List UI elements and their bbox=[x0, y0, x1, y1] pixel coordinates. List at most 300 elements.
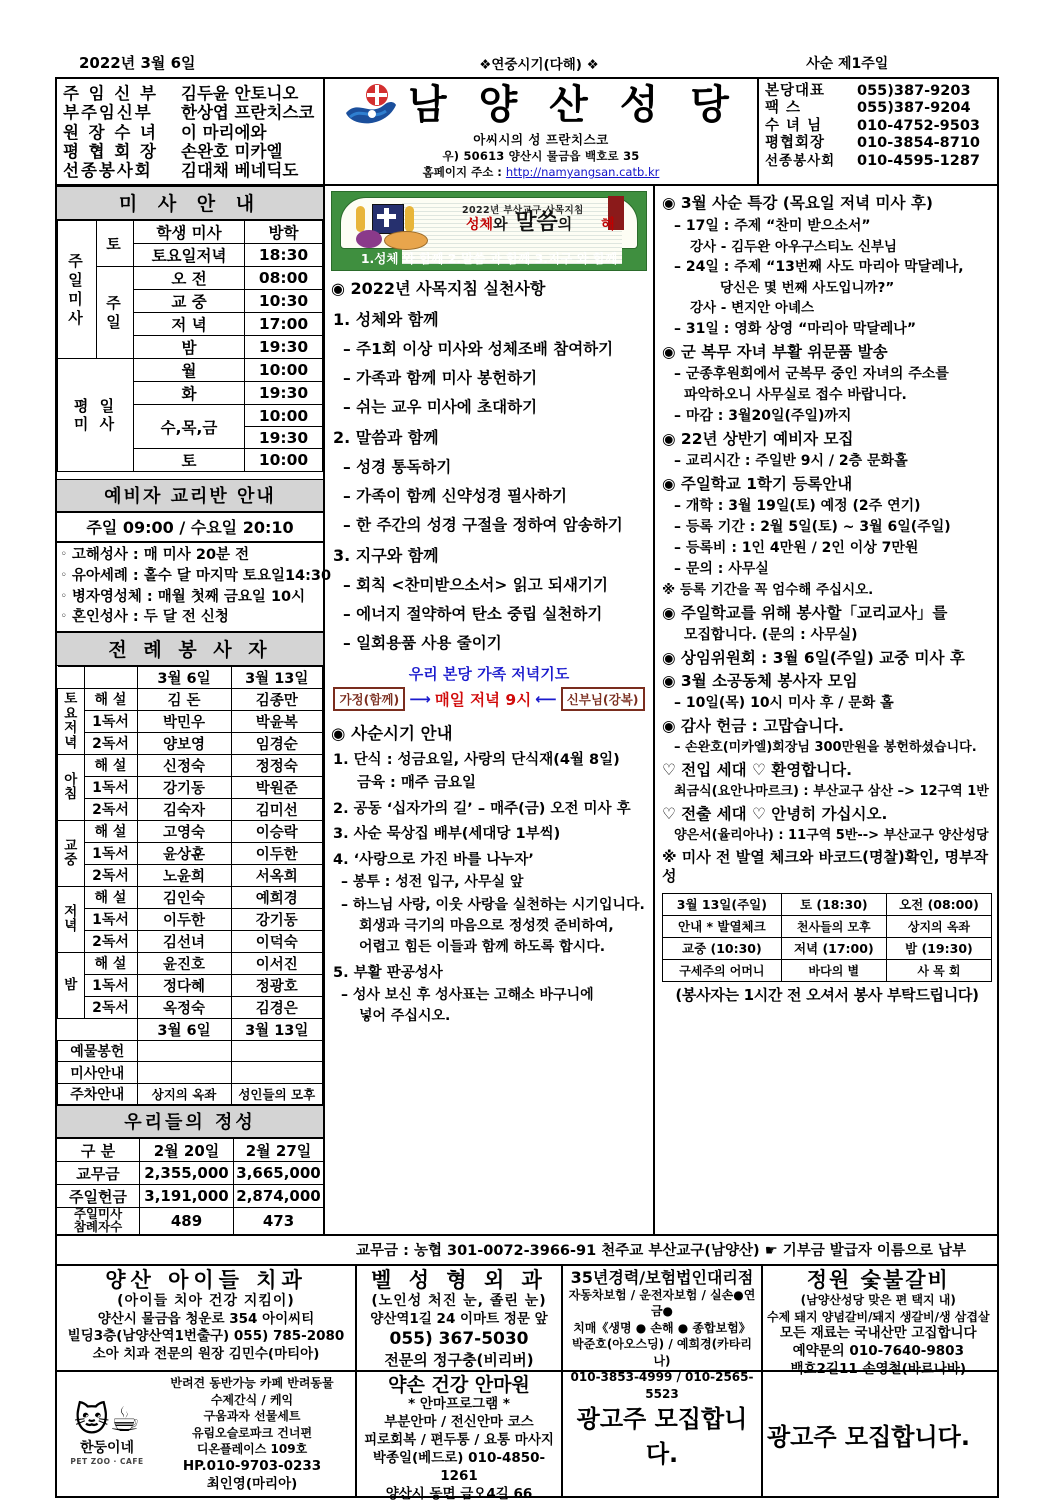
table-row bbox=[57, 1185, 323, 1208]
cross-icon bbox=[377, 214, 396, 219]
staff-row bbox=[63, 84, 319, 103]
mass-time: 19:30 bbox=[245, 382, 323, 405]
role: 1독서 bbox=[84, 974, 137, 996]
role: 해 설 bbox=[84, 886, 137, 908]
catechism-time: 주일 09:00 / 수요일 20:10 bbox=[57, 512, 323, 543]
left-column bbox=[57, 186, 332, 1235]
notice-line: – 마감 : 3월20일(주일)까지 bbox=[674, 408, 852, 424]
notice-heading: ◉ 상임위원회 : 3월 6일(주일) 교중 미사 후 bbox=[662, 649, 965, 667]
staff-name: 한상엽 프란치스코 bbox=[181, 103, 315, 123]
notice-line: 최금식(요안나마르크) : 부산교구 삼산 –> 12구역 1반 bbox=[674, 784, 989, 800]
church-address: 우) 50613 양산시 물금읍 백호로 35 bbox=[442, 149, 640, 163]
contact-row bbox=[765, 153, 993, 170]
offering-value: 473 bbox=[234, 1208, 324, 1234]
server-name: 이두한 bbox=[231, 842, 323, 864]
staff-name: 손완호 미카엘 bbox=[181, 141, 283, 161]
prayer-left-box: 가정(함께) bbox=[333, 687, 405, 711]
contact-value: 010-4752-9503 bbox=[857, 117, 981, 134]
extra-b bbox=[231, 1040, 323, 1062]
practice-item: – 회칙 <찬미받으소서> 읽고 되새기기 bbox=[343, 576, 608, 595]
duty-cell: 바다의 별 bbox=[781, 959, 886, 981]
mass-name: 수,목,금 bbox=[134, 405, 245, 449]
masthead bbox=[55, 77, 999, 186]
notice-heading: ◉ 3월 소공동체 봉사자 모임 bbox=[662, 672, 858, 691]
duty-cell: 사 목 회 bbox=[886, 959, 991, 981]
ad-massage[interactable] bbox=[357, 1372, 563, 1502]
table-row bbox=[58, 952, 323, 974]
lent-dash: – 성사 보신 후 성사표는 고해소 바구니에 bbox=[341, 987, 594, 1004]
contact-label: 선종봉사회 bbox=[765, 152, 836, 169]
server-name: 김숙자 bbox=[137, 798, 231, 820]
table-row bbox=[58, 221, 323, 244]
arrow-right-icon: ⟶ bbox=[409, 690, 431, 709]
ad-line: 양산역1길 24 이마트 정문 앞 bbox=[370, 1310, 548, 1327]
notice-heading: ♡ 전출 세대 ♡ 안녕히 가십시오. bbox=[662, 804, 888, 823]
table-row bbox=[663, 959, 992, 981]
servers-table bbox=[57, 666, 323, 1106]
mass-name: 토요일저녁 bbox=[134, 244, 245, 267]
contact-row bbox=[765, 135, 993, 152]
ad-line: 모든 재료는 국내산만 고집합니다 bbox=[779, 1325, 977, 1342]
servers-date-2: 3월 13일 bbox=[231, 1018, 323, 1040]
mass-time: 17:00 bbox=[245, 313, 323, 336]
duty-cell: 저녁 (17:00) bbox=[781, 937, 886, 959]
notice-line: – 교리시간 : 주일반 9시 / 2층 문화홀 bbox=[674, 453, 908, 470]
server-name: 김선녀 bbox=[137, 930, 231, 952]
staff-name: 이 마리에와 bbox=[181, 122, 267, 142]
contact-label: 수 녀 님 bbox=[765, 117, 823, 134]
group-label: 밤 bbox=[58, 952, 85, 1018]
ad-line: 박종일(베드로) 010-4850-1261 bbox=[372, 1449, 546, 1484]
server-name: 윤상훈 bbox=[137, 842, 231, 864]
notice-line: 양은서(율리아나) : 11구역 5반--> 부산교구 양산성당 bbox=[674, 828, 989, 844]
mass-time: 08:00 bbox=[245, 267, 323, 290]
mass-name: 교 중 bbox=[134, 290, 245, 313]
role: 2독서 bbox=[84, 930, 137, 952]
ad-available-2[interactable] bbox=[763, 1372, 974, 1496]
server-name: 김인숙 bbox=[137, 886, 231, 908]
pet-cafe-logo bbox=[61, 1399, 153, 1466]
servers-date-1: 3월 6일 bbox=[137, 1018, 231, 1040]
contact-value: 010-3854-8710 bbox=[857, 135, 981, 152]
mass-name: 밤 bbox=[134, 336, 245, 359]
staff-role: 선종봉사회 bbox=[63, 161, 153, 181]
notice-line: – 문의 : 사무실 bbox=[674, 561, 769, 578]
notice-heading: ◉ 군 복무 자녀 부활 위문품 발송 bbox=[662, 342, 888, 361]
banner-title: 성체와 말씀의 해 bbox=[466, 210, 615, 236]
top-strip bbox=[55, 52, 999, 77]
middle-column bbox=[325, 186, 655, 1233]
server-name: 옥정숙 bbox=[137, 996, 231, 1018]
ad-line: 최인영(마리아) bbox=[206, 1475, 298, 1492]
bulletin-body bbox=[55, 186, 999, 1235]
staff-row bbox=[63, 161, 319, 180]
homepage-url[interactable]: http://namyangsan.catb.kr bbox=[505, 165, 660, 179]
table-row bbox=[58, 710, 323, 732]
ad-line: 자동차보험 / 운전자보험 / 실손●연금● bbox=[568, 1287, 756, 1319]
notice-line: 파악하오니 사무실로 접수 바랍니다. bbox=[684, 386, 907, 403]
mass-time: 19:30 bbox=[245, 427, 323, 449]
duty-cell: 천사들의 모후 bbox=[781, 915, 886, 937]
bank-info: 교무금 : 농협 301-0072-3966-91 천주교 부산교구(남양산) ☛ 기부금 발급자 이름으로 납부 bbox=[356, 1242, 966, 1259]
group-label: 교 중 bbox=[58, 820, 85, 886]
table-row bbox=[58, 886, 323, 908]
table-row bbox=[57, 1139, 323, 1162]
sunday-mass-label: 주 일 미 사 bbox=[58, 221, 97, 359]
server-name: 이두한 bbox=[137, 908, 231, 930]
contact-value: 055)387-9204 bbox=[857, 100, 971, 117]
duty-table bbox=[662, 893, 992, 982]
practice-item: – 가족이 함께 신약성경 필사하기 bbox=[343, 487, 567, 506]
mass-time: 10:00 bbox=[245, 359, 323, 382]
offering-label: 교무금 bbox=[57, 1162, 140, 1185]
table-row bbox=[58, 820, 323, 842]
server-name: 임경순 bbox=[231, 732, 323, 754]
ad-row-2 bbox=[57, 1370, 997, 1502]
lent-cont: 어렵고 힘든 이들과 함께 하도록 합시다. bbox=[359, 939, 606, 956]
server-name: 김종만 bbox=[231, 688, 323, 710]
mass-schedule-title: 미 사 안 내 bbox=[57, 186, 323, 220]
offering-value: 3,665,000 bbox=[234, 1162, 324, 1185]
banner-subtitle: 2022년 부산교구 사목지침 bbox=[462, 205, 584, 217]
mass-name: 화 bbox=[134, 382, 245, 405]
role: 2독서 bbox=[84, 798, 137, 820]
table-row bbox=[663, 915, 992, 937]
server-name: 서옥희 bbox=[231, 864, 323, 886]
offering-value: 489 bbox=[140, 1208, 234, 1234]
ad-line: 010-3853-4999 / 010-2565-5523 bbox=[570, 1370, 754, 1401]
role: 2독서 bbox=[84, 732, 137, 754]
server-name: 박윤복 bbox=[231, 710, 323, 732]
role: 해 설 bbox=[84, 820, 137, 842]
practice-group-title: 1. 성체와 함께 bbox=[333, 310, 439, 330]
ad-insurance[interactable] bbox=[563, 1266, 763, 1401]
notice-line: – 31일 : 영화 상영 “마리아 막달레나” bbox=[674, 320, 917, 337]
notice-heading: ◉ 감사 헌금 : 고맙습니다. bbox=[662, 717, 844, 736]
server-name: 노윤희 bbox=[137, 864, 231, 886]
notice-line: 강사 - 변지안 아녜스 bbox=[690, 300, 815, 317]
duty-cell: 3월 13일(주일) bbox=[663, 893, 782, 915]
logo-name: 한둥이네 bbox=[79, 1439, 135, 1456]
role: 해 설 bbox=[84, 754, 137, 776]
table-row bbox=[57, 1162, 323, 1185]
table-row bbox=[58, 1018, 323, 1040]
list-item: ◦ 유아세례 : 홀수 달 마지막 토요일14:30 bbox=[61, 568, 332, 585]
server-name: 예희경 bbox=[231, 886, 323, 908]
ad-subtitle: (아이들 치아 건강 지킴이) bbox=[117, 1293, 295, 1310]
notice-line: – 손완호(미카엘)회장님 300만원을 봉헌하셨습니다. bbox=[674, 740, 977, 756]
group-label: 저 녁 bbox=[58, 886, 85, 952]
notice-line: – 등록 기간 : 2월 5일(토) ~ 3월 6일(주일) bbox=[674, 519, 951, 536]
arrow-left-icon: ⟵ bbox=[535, 690, 557, 709]
ad-line: 부분안마 / 전신안마 코스 bbox=[384, 1414, 534, 1431]
table-row bbox=[58, 974, 323, 996]
table-row bbox=[58, 666, 323, 688]
ad-line: 피로회복 / 편두통 / 요통 마사지 bbox=[364, 1431, 554, 1448]
ad-line: 수제간식 / 케익 bbox=[210, 1392, 294, 1407]
server-name: 김 돈 bbox=[137, 688, 231, 710]
table-row bbox=[663, 893, 992, 915]
ad-line: 박준호(아오스딩) / 예희경(카타리나) bbox=[572, 1337, 752, 1368]
ad-line: 치매《생명 ● 손해 ● 종합보험》 bbox=[573, 1320, 751, 1335]
notice-line: – 10일(목) 10시 미사 후 / 문화 홀 bbox=[674, 695, 894, 712]
table-row bbox=[58, 754, 323, 776]
mass-name: 월 bbox=[134, 359, 245, 382]
duty-cell: 상지의 옥좌 bbox=[886, 915, 991, 937]
server-name: 고영숙 bbox=[137, 820, 231, 842]
role: 해 설 bbox=[84, 952, 137, 974]
ad-line: 빌딩3층(남양산역1번출구) 055) 785-2080 bbox=[67, 1328, 345, 1345]
contact-list bbox=[759, 79, 997, 184]
list-item: ◦ 병자영성체 : 매월 첫째 금요일 10시 bbox=[61, 588, 306, 605]
lent-item: 1. 단식 : 성금요일, 사랑의 단식재(4월 8일) bbox=[333, 752, 620, 769]
notice-line: – 24일 : 주제 “13번째 사도 마리아 막달레나, bbox=[674, 259, 964, 276]
ad-title: 광고주 모집합니다. bbox=[767, 1422, 970, 1451]
mass-name: 저 녁 bbox=[134, 313, 245, 336]
server-name: 김경은 bbox=[231, 996, 323, 1018]
ad-title: 35년경력/보험법인대리점 bbox=[570, 1267, 754, 1287]
staff-row bbox=[63, 123, 319, 142]
practice-item: – 주1회 이상 미사와 성체조배 참여하기 bbox=[343, 340, 614, 359]
lent-cont: 회생과 극기의 마음으로 정성껏 준비하여, bbox=[359, 917, 614, 934]
church-identity bbox=[325, 79, 759, 184]
wheat-icon bbox=[356, 206, 365, 232]
ad-title: 양산 아이들 치과 bbox=[105, 1267, 307, 1292]
sunday-label: 주 일 bbox=[97, 267, 134, 359]
server-name: 이덕숙 bbox=[231, 930, 323, 952]
table-row bbox=[58, 842, 323, 864]
advertisements bbox=[55, 1266, 999, 1502]
ad-line: HP.010-9703-0233 bbox=[182, 1457, 322, 1474]
table-row bbox=[58, 732, 323, 754]
lent-item: 2. 공동 ‘십자가의 길’ – 매주(금) 오전 미사 후 bbox=[333, 800, 631, 817]
homepage-label: 홈페이지 주소 : bbox=[422, 165, 502, 179]
ad-pet-cafe[interactable] bbox=[57, 1372, 357, 1496]
church-name: 남 양 산 성 당 bbox=[408, 82, 738, 128]
servers-date-1: 3월 6일 bbox=[137, 666, 231, 688]
duty-cell: 교중 (10:30) bbox=[663, 937, 782, 959]
notice-line: 당신은 몇 번째 사도입니까?” bbox=[720, 280, 895, 297]
patron-saint: 아씨시의 성 프란치스코 bbox=[473, 132, 609, 147]
weekday-mass-label: 평 일 미 사 bbox=[58, 359, 134, 472]
prayer-right-box: 신부님(강복) bbox=[561, 687, 645, 711]
table-row bbox=[58, 1083, 323, 1105]
group-label: 토 요 저 녁 bbox=[58, 688, 85, 754]
duty-cell: 토 (18:30) bbox=[781, 893, 886, 915]
practice-item: – 한 주간의 성경 구절을 정하여 암송하기 bbox=[343, 516, 623, 535]
extra-a bbox=[137, 1040, 231, 1062]
catechism-title: 예비자 교리반 안내 bbox=[57, 479, 323, 512]
ad-title: 광고주 모집합니다. bbox=[576, 1405, 748, 1469]
mass-time: 10:00 bbox=[245, 449, 323, 472]
offering-table bbox=[57, 1138, 323, 1234]
ad-line: 디온플레이스 109호 bbox=[196, 1442, 308, 1457]
ad-line: 백호2길11 손영철(바르나바) bbox=[790, 1361, 967, 1378]
lent-dash: – 하느님 사랑, 이웃 사랑을 실천하는 시기입니다. bbox=[341, 896, 645, 913]
mass-name: 토 bbox=[134, 449, 245, 472]
server-name: 박원준 bbox=[231, 776, 323, 798]
staff-name: 김대채 베네딕도 bbox=[181, 161, 299, 181]
notice-heading: ◉ 주일학교 1학기 등록안내 bbox=[662, 475, 853, 494]
lent-subitem: 금육 : 매주 금요일 bbox=[357, 775, 476, 792]
role: 2독서 bbox=[84, 864, 137, 886]
table-row bbox=[58, 776, 323, 798]
catechism-items bbox=[57, 543, 332, 630]
role: 1독서 bbox=[84, 908, 137, 930]
bank-strip bbox=[55, 1236, 999, 1266]
lent-item: 4. ‘사랑으로 가진 바를 나누자’ bbox=[333, 851, 534, 868]
staff-role: 주 임 신 부 bbox=[63, 84, 158, 103]
lent-item: 5. 부활 판공성사 bbox=[333, 964, 443, 981]
servers-title: 전 례 봉 사 자 bbox=[57, 631, 323, 666]
banner-footer: 1.성체 와 함께 2.말씀 과 함께 3.지구 와 함께 bbox=[360, 251, 618, 267]
server-name: 양보영 bbox=[137, 732, 231, 754]
ad-available-1[interactable] bbox=[563, 1372, 763, 1496]
offering-label: 주일미사 참례자수 bbox=[57, 1208, 140, 1234]
practice-item: – 성경 통독하기 bbox=[343, 458, 452, 477]
ad-dental[interactable] bbox=[57, 1266, 357, 1370]
mass-name: 학생 미사 bbox=[134, 221, 245, 244]
pastoral-year-banner bbox=[331, 191, 647, 271]
staff-name: 김두윤 안토니오 bbox=[181, 84, 299, 103]
offering-head-b: 2월 27일 bbox=[234, 1139, 324, 1162]
lent-cont: 넣어 주십시오. bbox=[359, 1008, 451, 1025]
contact-value: 010-4595-1287 bbox=[857, 152, 981, 169]
mass-time: 10:30 bbox=[245, 290, 323, 313]
ad-line: 양산시 동면 금오4길 66 bbox=[385, 1485, 533, 1502]
practice-item: – 쉬는 교우 미사에 초대하기 bbox=[343, 398, 538, 417]
mass-time: 방학 bbox=[245, 221, 323, 244]
role: 해 설 bbox=[84, 688, 137, 710]
contact-label: 평협회장 bbox=[765, 135, 826, 152]
table-row bbox=[58, 908, 323, 930]
mass-schedule-table bbox=[57, 220, 323, 472]
staff-role: 부주임신부 bbox=[63, 103, 153, 123]
extra-role: 주차안내 bbox=[58, 1083, 138, 1105]
server-name: 정다혜 bbox=[137, 974, 231, 996]
lent-dash: – 봉투 : 성전 입구, 사무실 앞 bbox=[341, 874, 524, 891]
table-row bbox=[663, 937, 992, 959]
offering-value: 2,874,000 bbox=[234, 1185, 324, 1208]
server-name: 정광호 bbox=[231, 974, 323, 996]
notice-line: – 17일 : 주제 “찬미 받으소서” bbox=[674, 217, 871, 234]
extra-a: 상지의 옥좌 bbox=[137, 1083, 231, 1105]
ad-bbq[interactable] bbox=[763, 1266, 994, 1378]
duty-footer: (봉사자는 1시간 전 오셔서 봉사 부탁드립니다) bbox=[675, 985, 979, 1004]
table-row bbox=[58, 1062, 323, 1084]
table-row bbox=[58, 359, 323, 382]
ad-subtitle: (남양산성당 맞은 편 택지 내) bbox=[800, 1293, 956, 1308]
table-row bbox=[58, 267, 323, 290]
practice-heading: ◉ 2022년 사목지침 실천사항 bbox=[331, 279, 546, 299]
notice-heading: ♡ 전입 세대 ♡ 환영합니다. bbox=[662, 761, 853, 780]
group-label: 아 침 bbox=[58, 754, 85, 820]
extra-a bbox=[137, 1062, 231, 1084]
right-column bbox=[655, 186, 997, 1233]
duty-cell: 밤 (19:30) bbox=[886, 937, 991, 959]
duty-cell: 안내 * 발열체크 bbox=[663, 915, 782, 937]
role: 1독서 bbox=[84, 842, 137, 864]
role: 1독서 bbox=[84, 776, 137, 798]
staff-role: 원 장 수 녀 bbox=[63, 122, 158, 142]
mass-name: 오 전 bbox=[134, 267, 245, 290]
server-name: 이서진 bbox=[231, 952, 323, 974]
extra-role: 미사안내 bbox=[58, 1062, 138, 1084]
notice-heading: ◉ 주일학교를 위해 봉사할「교리교사」를 bbox=[662, 603, 948, 622]
ad-line: 반려견 동반가능 카페 반려동물 bbox=[170, 1375, 334, 1390]
notice-line: – 등록비 : 1인 4만원 / 2인 이상 7만원 bbox=[674, 540, 919, 557]
staff-list bbox=[57, 79, 325, 184]
notice-line: – 개학 : 3월 19일(토) 예정 (2주 연기) bbox=[674, 498, 921, 515]
offering-head-k: 구 분 bbox=[57, 1139, 140, 1162]
mass-time: 19:30 bbox=[245, 336, 323, 359]
offering-value: 3,191,000 bbox=[140, 1185, 234, 1208]
duty-cell: 오전 (08:00) bbox=[886, 893, 991, 915]
evening-prayer-box bbox=[331, 663, 647, 711]
practice-item: – 가족과 함께 미사 봉헌하기 bbox=[343, 369, 538, 388]
offering-head-a: 2월 20일 bbox=[140, 1139, 234, 1162]
ad-line: 구움과자 선물세트 bbox=[203, 1409, 301, 1424]
ad-subtitle: (노인성 처진 눈, 졸린 눈) bbox=[371, 1293, 547, 1310]
extra-b bbox=[231, 1062, 323, 1084]
ad-title: 정원 숯불갈비 bbox=[806, 1267, 950, 1292]
church-logo-icon bbox=[344, 83, 398, 127]
notice-line: ※ 등록 기간을 꼭 엄수해 주십시오. bbox=[662, 582, 874, 599]
server-name: 신정숙 bbox=[137, 754, 231, 776]
offering-label: 주일헌금 bbox=[57, 1185, 140, 1208]
mass-time: 18:30 bbox=[245, 244, 323, 267]
table-row bbox=[58, 930, 323, 952]
notice-line: 강사 - 김두완 아우구스티노 신부님 bbox=[690, 238, 897, 255]
logo-tagline: PET ZOO · CAFE bbox=[70, 1456, 144, 1466]
server-name: 박민우 bbox=[137, 710, 231, 732]
list-item: ◦ 혼인성사 : 두 달 전 신청 bbox=[61, 609, 229, 626]
role: 1독서 bbox=[84, 710, 137, 732]
list-item: ◦ 고해성사 : 매 미사 20분 전 bbox=[61, 547, 250, 564]
servers-date-2: 3월 13일 bbox=[231, 666, 323, 688]
practice-item: – 에너지 절약하여 탄소 중립 실천하기 bbox=[343, 605, 603, 624]
ad-line: 유림오슬로파크 건너편 bbox=[191, 1425, 313, 1440]
ad-plastic-surgery[interactable] bbox=[357, 1266, 563, 1370]
staff-row bbox=[63, 103, 319, 122]
practice-item: – 일회용품 사용 줄이기 bbox=[343, 634, 502, 653]
notice-heading: ◉ 3월 사순 특강 (목요일 저녁 미사 후) bbox=[662, 194, 933, 213]
contact-row bbox=[765, 118, 993, 135]
wheat-icon bbox=[405, 206, 414, 232]
contact-row bbox=[765, 100, 993, 117]
table-row bbox=[58, 864, 323, 886]
ad-line: 예약문의 010-7640-9803 bbox=[792, 1343, 964, 1360]
ad-subtitle: * 안마프로그램 * bbox=[408, 1396, 510, 1413]
practice-group-title: 2. 말씀과 함께 bbox=[333, 428, 439, 448]
ad-line: 055) 367-5030 bbox=[389, 1329, 529, 1350]
table-row bbox=[58, 1040, 323, 1062]
extra-role: 예물봉헌 bbox=[58, 1040, 138, 1062]
server-name: 정정숙 bbox=[231, 754, 323, 776]
server-name: 윤진호 bbox=[137, 952, 231, 974]
contact-label: 본당대표 bbox=[765, 83, 826, 99]
cat-mascot-icon: 🐱☕ bbox=[74, 1399, 140, 1440]
table-row bbox=[58, 688, 323, 710]
ad-line: 양산시 물금읍 청운로 354 아이씨티 bbox=[97, 1310, 315, 1327]
ad-title: 약손 건강 안마원 bbox=[388, 1373, 530, 1396]
saturday-label: 토 bbox=[97, 221, 134, 267]
notice-heading: ◉ 22년 상반기 예비자 모집 bbox=[662, 430, 854, 449]
offering-title: 우리들의 정성 bbox=[57, 1105, 323, 1138]
role: 2독서 bbox=[84, 996, 137, 1018]
notice-heading: ※ 미사 전 발열 체크와 바코드(명찰)확인, 명부작성 bbox=[662, 847, 989, 886]
liturgical-season: ❖연중시기(다해) ❖ bbox=[479, 57, 599, 73]
